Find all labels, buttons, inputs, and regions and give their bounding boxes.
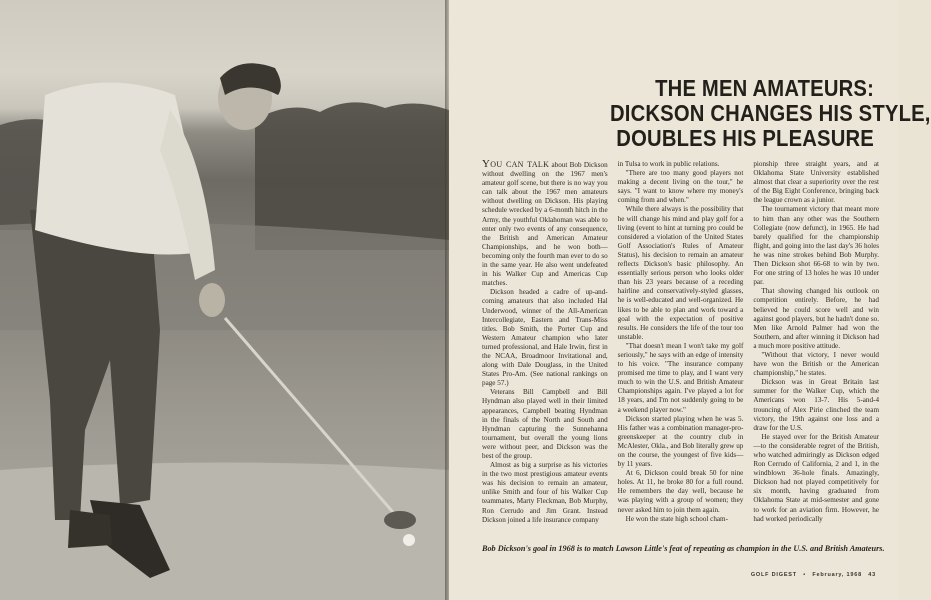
paragraph: pionship three straight years, and at Oklahoma State University established almost that clear a superiority over the rest of the Big Eight Conference, bringing back the league crown as a junior. xyxy=(753,160,880,205)
paragraph: Veterans Bill Campbell and Bill Hyndman also played well in their limited appearances, Campbell beating Hyndman in the finals of the North and South and Hyndman capturing the Sunnehanna tournament, but overall the young lions were without peer, and Dickson was the best of the group. xyxy=(482,388,608,460)
paragraph: While there always is the possibility that he will change his mind and play golf for a living (event to hint at turning pro could be considered a violation of the United States Golf Association's Rules of Amateur Status), his decision to remain an amateur reflects Dickson's basic philosophy. An essentially serious person who looks older than his 23 years because of a receding hairline and conservatively-styled glasses, he is well-educated and well-organized. He likes to be able to plan and work toward a goal with the expectation of positive results. He considers the life of the tour too unstable. xyxy=(617,205,744,341)
paragraph: At 6, Dickson could break 50 for nine holes. At 11, he broke 80 for a full round. He remembers the day well, because he was playing with a group of women; they never asked him to join them again. xyxy=(617,469,744,514)
headline-line-3: DOUBLES HIS PLEASURE xyxy=(616,125,874,151)
paragraph: in Tulsa to work in public relations. xyxy=(617,160,720,168)
golfer-photograph xyxy=(0,0,449,600)
page-footer xyxy=(747,572,876,578)
paragraph: "That doesn't mean I won't take my golf seriously," he says with an edge of intensity to his voice. "The insurance company promised me time to play, and I want very much to win the U.S. and British Amateur Championships again. I've played a lot for 18 years, and I'm not suddenly going to be a weekend player now." xyxy=(617,341,744,414)
paragraph: The tournament victory that meant more to him than any other was the Southern Collegiate (now defunct), in 1965. He had barely qualified for the championship flight, and going into the last day's 36 holes he was nine strokes behind Bob Murphy. Then Dickson shot 66-68 to win by two. For one string of 13 holes he was 10 under par. xyxy=(753,205,880,287)
paragraph: That showing changed his outlook on competition entirely. Before, he had believed he could score well and win against good players, but he hadn't done so. Men like Arnold Palmer had won the Southern, and after winning it Dickson had a much more positive attitude. xyxy=(753,287,880,350)
paragraph: "Without that victory, I never would have won the British or the American championship," he states. xyxy=(753,350,880,378)
lead-in: You can talk xyxy=(482,158,550,170)
headline-line-2: DICKSON CHANGES HIS STYLE, xyxy=(610,100,931,126)
paragraph: Almost as big a surprise as his victories in the two most prestigious amateur events was his decision to remain an amateur, unlike Smith and four of his Walker Cup teammates, Marty Fleckman, Bob Murphy, Ron Cerrudo and Jim Grant. Instead Dickson joined a life insurance company xyxy=(482,461,608,524)
page-number: 43 xyxy=(868,572,876,578)
paragraph: He won the state high school cham- xyxy=(625,514,728,523)
article-column-2 xyxy=(618,160,744,532)
paragraph: He stayed over for the British Amateur—to the considerable regret of the British, who watched admiringly as Dickson edged Ron Cerrudo of California, 2 and 1, in the windblown 36-hole finals. Amazingly, Dickson had not played competitively for six month, having graduated from Oklahoma State at mid-semester and gone to work for an aviation firm. However, he had worked periodically xyxy=(753,432,880,523)
article-body xyxy=(482,160,879,532)
article-page xyxy=(449,0,931,600)
paragraph: You can talk about Bob Dickson without dwelling on the 1967 men's amateur golf scene, but there is no way you can talk about the 1967 men amateurs without dwelling on Dickson. His playing schedule wrecked by a 6-month hitch in the Army, the youthful Oklahoman was able to enter only two events of any consequence, the British and American Amateur Championships, and he won both—becoming only the fourth man ever to do so in the same year. He also went undefeated in his Walker Cup and Americas Cup matches. xyxy=(482,158,608,288)
headline-line-1: THE MEN AMATEURS: xyxy=(655,75,874,101)
article-column-1 xyxy=(482,160,608,532)
headline xyxy=(610,75,931,151)
photo-illustration xyxy=(0,0,449,600)
issue-date: February, 1968 xyxy=(812,572,862,578)
paragraph: "There are too many good players not making a decent living on the tour," he says. "I want to know where my money's coming from and when." xyxy=(617,169,744,205)
paragraph: Dickson started playing when he was 5. His father was a combination manager-pro-greenskeeper at the country club in McAlester, Okla., and Bob literally grew up on the course, the youngest of five kids—by 11 years. xyxy=(617,414,744,469)
photo-caption: Bob Dickson's goal in 1968 is to match Lawson Little's feat of repeating as champion in the U.S. and British Amateurs. xyxy=(482,544,885,553)
paragraph: Dickson was in Great Britain last summer for the Walker Cup, which the Americans won 13-7. His 5-and-4 trouncing of Alex Pirie clinched the team victory, the 19th against one loss and a draw for the U.S. xyxy=(753,378,880,432)
footer-bullet: • xyxy=(803,572,806,578)
magazine-name: GOLF DIGEST xyxy=(750,572,797,578)
article-column-3 xyxy=(753,160,879,532)
paragraph: Dickson headed a cadre of up-and-coming amateurs that also included Hal Underwood, winner of the All-American Intercollegiate, Eastern and Trans-Miss titles. Bob Smith, the Porter Cup and Western Amateur champion who later turned professional, and Hale Irwin, first in the NCAA, Broadmoor Invitational and, along with Dale Douglass, in the United States Pro-Am. (See national rankings on page 57.) xyxy=(482,288,608,388)
